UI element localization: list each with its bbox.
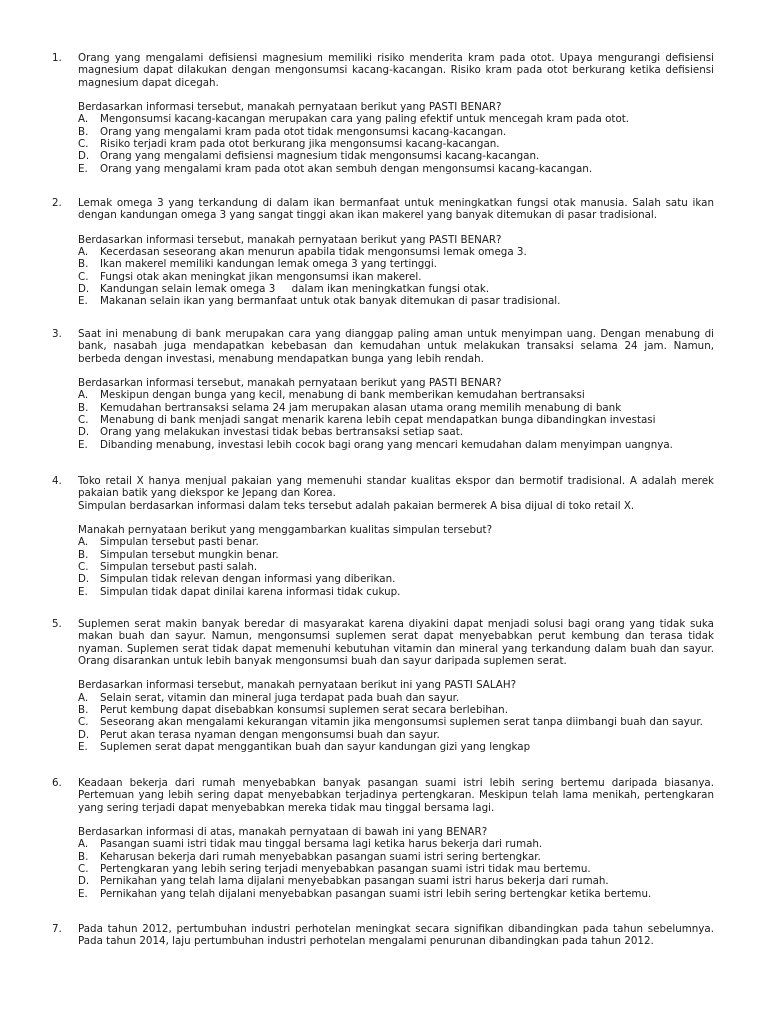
question-prompt: Berdasarkan informasi tersebut, manakah pernyataan berikut yang PASTI BENAR? — [78, 377, 502, 390]
option-label: D. — [78, 875, 90, 888]
option-text: Pasangan suami istri tidak mau tinggal bersama lagi ketika harus bekerja dari rumah. — [100, 838, 543, 851]
option-a — [78, 246, 714, 258]
option-d — [78, 283, 714, 295]
option-label: D. — [78, 573, 90, 586]
option-label: B. — [78, 704, 89, 717]
option-text: Simpulan tidak relevan dengan informasi yang diberikan. — [100, 573, 396, 586]
option-label: A. — [78, 691, 89, 704]
option-text: Pertengkaran yang lebih sering terjadi menyebabkan pasangan suami istri tidak mau bertemu. — [100, 863, 591, 876]
option-b — [78, 704, 714, 716]
question-number: 7. — [52, 923, 62, 935]
question-prompt: Berdasarkan informasi tersebut, manakah pernyataan berikut ini yang PASTI SALAH? — [78, 679, 517, 692]
option-label: D. — [78, 728, 90, 741]
option-text: Risiko terjadi kram pada otot berkurang jika mengonsumsi kacang-kacangan. — [100, 138, 500, 151]
option-label: E. — [78, 887, 88, 900]
option-label: D. — [78, 426, 90, 439]
question-4 — [52, 475, 714, 598]
option-text: Orang yang mengalami kram pada otot tidak mengonsumsi kacang-kacangan. — [100, 125, 507, 138]
option-a — [78, 692, 714, 704]
option-text: Orang yang melakukan investasi tidak bebas bertransaksi setiap saat. — [100, 426, 464, 439]
option-label: C. — [78, 414, 89, 427]
question-3 — [52, 328, 714, 451]
option-b — [78, 126, 714, 138]
option-text: Simpulan tersebut pasti benar. — [100, 536, 259, 549]
question-passage: Orang yang mengalami defisiensi magnesium memiliki risiko menderita kram pada otot. Upaya mengurangi defisiensi magnesium dapat dilakukan dengan mengonsumsi kacang-kacangan. Risiko kram pada otot berkurang ketika defisiensi magnesium dapat dicegah. — [78, 52, 714, 89]
question-7 — [52, 923, 714, 948]
option-c — [78, 271, 714, 283]
question-number: 6. — [52, 777, 62, 789]
option-text: Makanan selain ikan yang bermanfaat untuk otak banyak ditemukan di pasar tradisional. — [100, 295, 561, 308]
question-conclusion: Simpulan berdasarkan informasi dalam teks tersebut adalah pakaian bermerek A bisa dijual di toko retail X. — [78, 499, 635, 512]
option-label: E. — [78, 741, 88, 754]
option-text: Orang yang mengalami defisiensi magnesium tidak mengonsumsi kacang-kacangan. — [100, 150, 540, 163]
option-text: Pernikahan yang telah lama dijalani menyebabkan pasangan suami istri harus bekerja dari rumah. — [100, 875, 609, 888]
option-text: Meskipun dengan bunga yang kecil, menabung di bank memberikan kemudahan bertransaksi — [100, 389, 585, 402]
option-text: Ikan makerel memiliki kandungan lemak omega 3 yang tertinggi. — [100, 258, 437, 271]
option-text: Mengonsumsi kacang-kacangan merupakan cara yang paling efektif untuk mencegah kram pada otot. — [100, 113, 630, 126]
question-number: 1. — [52, 52, 62, 64]
option-c — [78, 138, 714, 150]
option-text: Selain serat, vitamin dan mineral juga terdapat pada buah dan sayur. — [100, 691, 460, 704]
question-number: 5. — [52, 618, 62, 630]
option-label: A. — [78, 246, 89, 259]
option-label: A. — [78, 536, 89, 549]
option-label: E. — [78, 162, 88, 175]
option-d — [78, 729, 714, 741]
question-6 — [52, 777, 714, 900]
question-prompt: Manakah pernyataan berikut yang menggambarkan kualitas simpulan tersebut? — [78, 524, 493, 537]
option-label: C. — [78, 270, 89, 283]
option-d — [78, 875, 714, 887]
question-number: 4. — [52, 475, 62, 487]
option-a — [78, 389, 714, 401]
option-text: Kecerdasan seseorang akan menurun apabila tidak mengonsumsi lemak omega 3. — [100, 246, 527, 259]
option-text: Fungsi otak akan meningkat jikan mengonsumsi ikan makerel. — [100, 270, 422, 283]
option-label: B. — [78, 258, 89, 271]
option-b — [78, 549, 714, 561]
option-a — [78, 838, 714, 850]
option-label: B. — [78, 850, 89, 863]
option-b — [78, 402, 714, 414]
option-label: A. — [78, 838, 89, 851]
option-label: C. — [78, 716, 89, 729]
option-label: E. — [78, 295, 88, 308]
option-label: C. — [78, 863, 89, 876]
option-d — [78, 573, 714, 585]
option-label: E. — [78, 438, 88, 451]
option-e — [78, 163, 714, 175]
option-text: Simpulan tersebut mungkin benar. — [100, 548, 279, 561]
option-label: A. — [78, 113, 89, 126]
option-label: B. — [78, 125, 89, 138]
option-e — [78, 586, 714, 598]
question-2 — [52, 197, 714, 308]
option-c — [78, 716, 714, 728]
question-passage: Pada tahun 2012, pertumbuhan industri perhotelan meningkat secara signifikan dibandingkan pada tahun sebelumnya. Pada tahun 2014, laju pertumbuhan industri perhotelan mengalami penurunan dibandingkan pada tahun 2012. — [78, 923, 714, 948]
option-text: Orang yang mengalami kram pada otot akan sembuh dengan mengonsumsi kacang-kacangan. — [100, 162, 593, 175]
option-label: B. — [78, 401, 89, 414]
option-d — [78, 150, 714, 162]
question-passage: Toko retail X hanya menjual pakaian yang memenuhi standar kualitas ekspor dan bermotif tradisional. A adalah merek pakaian batik yang diekspor ke Jepang dan Korea. — [78, 475, 714, 500]
question-prompt: Berdasarkan informasi di atas, manakah pernyataan di bawah ini yang BENAR? — [78, 826, 488, 839]
question-1 — [52, 52, 714, 175]
question-number: 2. — [52, 197, 62, 209]
option-label: C. — [78, 138, 89, 151]
option-e — [78, 741, 714, 753]
option-text: Keharusan bekerja dari rumah menyebabkan pasangan suami istri sering bertengkar. — [100, 850, 541, 863]
option-c — [78, 561, 714, 573]
option-c — [78, 414, 714, 426]
option-text: Simpulan tersebut pasti salah. — [100, 561, 258, 574]
question-passage: Saat ini menabung di bank merupakan cara yang dianggap paling aman untuk menyimpan uang. Dengan menabung di bank, nasabah juga mendapatkan kebebasan dan kemudahan untuk melakukan transaksi selama 24 jam. Namun, berbeda dengan investasi, menabung mendapatkan bunga yang lebih rendah. — [78, 328, 714, 365]
question-prompt: Berdasarkan informasi tersebut, manakah pernyataan berikut yang PASTI BENAR? — [78, 233, 502, 246]
question-passage: Suplemen serat makin banyak beredar di masyarakat karena diyakini dapat menjadi solusi bagi orang yang tidak suka makan buah dan sayur. Namun, mengonsumsi suplemen serat dapat menyebabkan perut kembung dan terasa tidak nyaman. Suplemen serat tidak dapat memenuhi kebutuhan vitamin dan mineral yang terkandung dalam buah dan sayur. Orang disarankan untuk lebih banyak mengonsumsi buah dan sayur daripada suplemen serat. — [78, 618, 714, 668]
option-label: C. — [78, 561, 89, 574]
option-text: Pernikahan yang telah dijalani menyebabkan pasangan suami istri lebih sering bertengkar ketika bertemu. — [100, 887, 652, 900]
option-label: A. — [78, 389, 89, 402]
option-text: Kemudahan bertransaksi selama 24 jam merupakan alasan utama orang memilih menabung di bank — [100, 401, 622, 414]
question-number: 3. — [52, 328, 62, 340]
option-b — [78, 258, 714, 270]
question-passage: Lemak omega 3 yang terkandung di dalam ikan bermanfaat untuk meningkatkan fungsi otak manusia. Salah satu ikan dengan kandungan omega 3 yang sangat tinggi akan ikan makerel yang banyak ditemukan di pasar tradisional. — [78, 197, 714, 222]
option-d — [78, 426, 714, 438]
question-passage: Keadaan bekerja dari rumah menyebabkan banyak pasangan suami istri lebih sering bertemu daripada biasanya. Pertemuan yang lebih sering dapat menyebabkan terjadinya pertengkaran. Meskipun telah lama menikah, pertengkaran yang sering terjadi dapat menyebabkan mereka tidak mau tinggal bersama lagi. — [78, 777, 714, 814]
option-text: Dibanding menabung, investasi lebih cocok bagi orang yang mencari kemudahan dalam menyimpan uangnya. — [100, 438, 673, 451]
option-e — [78, 295, 714, 307]
question-prompt: Berdasarkan informasi tersebut, manakah pernyataan berikut yang PASTI BENAR? — [78, 101, 502, 114]
option-label: D. — [78, 150, 90, 163]
option-b — [78, 851, 714, 863]
option-label: D. — [78, 283, 90, 296]
option-text: Menabung di bank menjadi sangat menarik karena lebih cepat mendapatkan bunga dibandingkan investasi — [100, 414, 656, 427]
option-text: Suplemen serat dapat menggantikan buah dan sayur kandungan gizi yang lengkap — [100, 741, 531, 754]
option-a — [78, 113, 714, 125]
option-text: Seseorang akan mengalami kekurangan vitamin jika mengonsumsi suplemen serat tanpa diimbangi buah dan sayur. — [100, 716, 703, 729]
option-e — [78, 888, 714, 900]
question-5 — [52, 618, 714, 753]
option-text: Kandungan selain lemak omega 3 dalam ikan meningkatkan fungsi otak. — [100, 283, 490, 296]
option-text: Simpulan tidak dapat dinilai karena informasi tidak cukup. — [100, 585, 401, 598]
option-a — [78, 536, 714, 548]
option-label: E. — [78, 585, 88, 598]
option-e — [78, 439, 714, 451]
option-c — [78, 863, 714, 875]
option-label: B. — [78, 548, 89, 561]
option-text: Perut akan terasa nyaman dengan mengonsumsi buah dan sayur. — [100, 728, 440, 741]
option-text: Perut kembung dapat disebabkan konsumsi suplemen serat secara berlebihan. — [100, 704, 508, 717]
